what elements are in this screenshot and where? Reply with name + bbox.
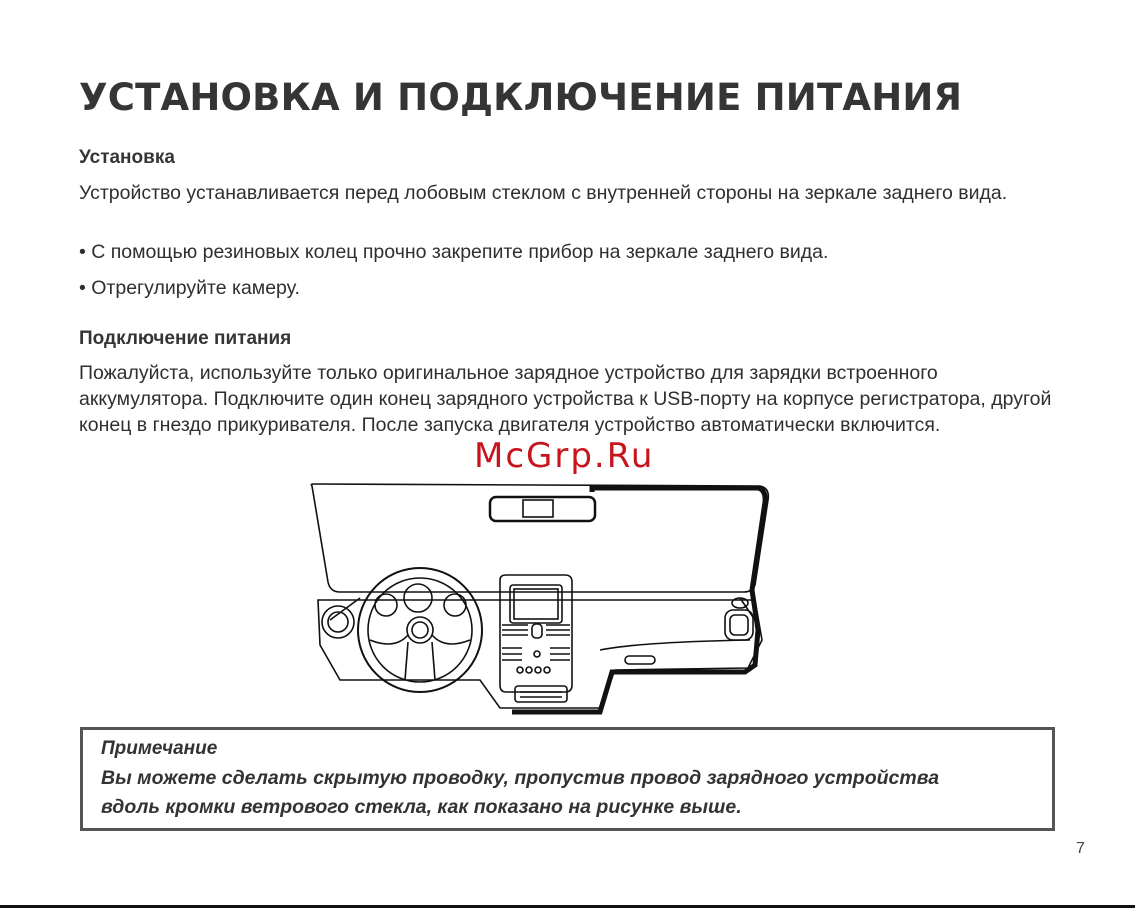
page-title: УСТАНОВКА И ПОДКЛЮЧЕНИЕ ПИТАНИЯ	[79, 76, 963, 119]
section-heading-power: Подключение питания	[79, 328, 292, 349]
gauge-left	[375, 594, 397, 616]
install-bullet-1: • С помощью резиновых колец прочно закрепите прибор на зеркале заднего вида.	[79, 241, 829, 263]
steering-hub	[407, 617, 433, 643]
note-title: Примечание	[101, 738, 218, 759]
glovebox-handle	[625, 656, 655, 664]
left-vent	[322, 606, 354, 638]
console-buttons	[517, 667, 550, 673]
gauge-center	[404, 584, 432, 612]
cigarette-lighter-socket	[515, 686, 567, 702]
note-text-line-2: вдоль кромки ветрового стекла, как показано на рисунке выше.	[101, 796, 742, 818]
watermark: McGrp.Ru	[474, 436, 655, 476]
section-heading-install: Установка	[79, 147, 175, 168]
car-dashboard-illustration	[300, 480, 775, 715]
note-text-line-1: Вы можете сделать скрытую проводку, пропустив провод зарядного устройства	[101, 767, 940, 789]
steering-wheel	[358, 568, 482, 692]
install-bullet-2: • Отрегулируйте камеру.	[79, 277, 300, 299]
power-paragraph: Пожалуйста, используйте только оригинальное зарядное устройство для зарядки встроенного аккумулятора. Подключите один конец зарядного устройства к USB-порту на корпусе регистратора, другой конец в гнездо прикуривателя. После запуска двигателя устройство автоматически включится.	[79, 362, 1052, 436]
console-vents	[502, 625, 570, 660]
dash-camera	[523, 500, 553, 517]
console-screen	[510, 585, 562, 623]
gauge-right	[444, 594, 466, 616]
page-number: 7	[1076, 840, 1085, 857]
note-box	[80, 727, 1055, 831]
install-paragraph: Устройство устанавливается перед лобовым стеклом с внутренней стороны на зеркале заднего вида.	[79, 182, 1008, 204]
